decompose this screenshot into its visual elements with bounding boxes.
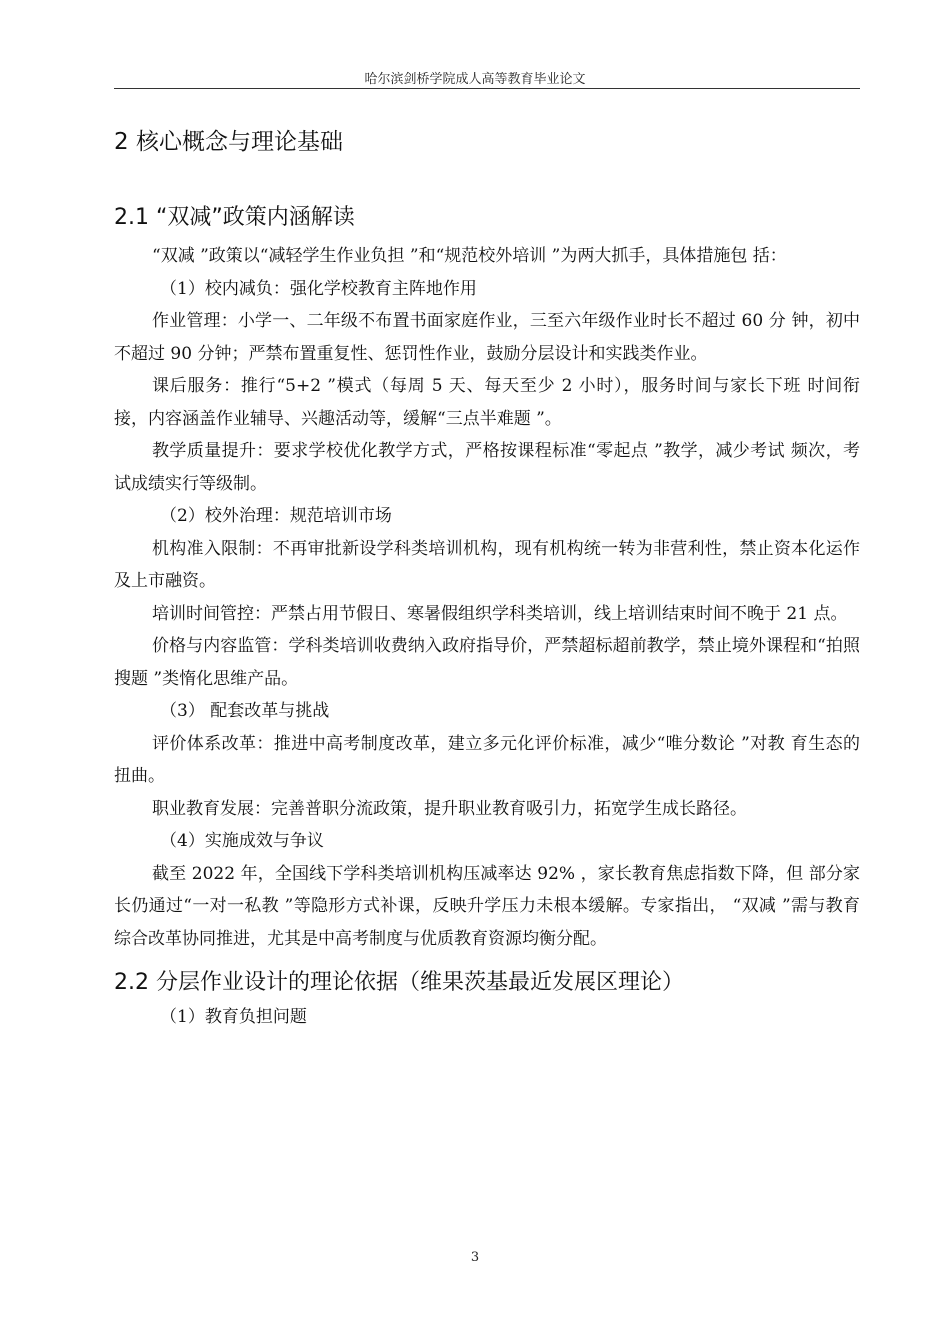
paragraph-homework: 作业管理：小学一、二年级不布置书面家庭作业，三至六年级作业时长不超过 60 分 钟，初中不超过 90 分钟；严禁布置重复性、惩罚性作业，鼓励分层设计和实践类作业。 — [114, 311, 860, 364]
subsection-title-2-2-1: （1）教育负担问题 — [160, 1007, 307, 1027]
running-header: 哈尔滨剑桥学院成人高等教育毕业论文 — [364, 72, 586, 87]
page-number: 3 — [470, 1250, 480, 1265]
section-heading-2-1: 2.1 “双减”政策内涵解读 — [114, 205, 355, 230]
paragraph-quality: 教学质量提升：要求学校优化教学方式，严格按课程标准“零起点 ”教学，减少考试 频次，考试成绩实行等级制。 — [114, 441, 860, 494]
paragraph-admission: 机构准入限制：不再审批新设学科类培训机构，现有机构统一转为非营利性，禁止资本化运作及上市融资。 — [114, 538, 860, 591]
subsection-title-3: （3） 配套改革与挑战 — [160, 701, 330, 721]
chapter-heading: 2 核心概念与理论基础 — [114, 129, 343, 155]
subsection-title-4: （4）实施成效与争议 — [160, 831, 324, 851]
paragraph-intro: “双减 ”政策以“减轻学生作业负担 ”和“规范校外培训 ”为两大抓手，具体措施包 括： — [152, 246, 787, 266]
paragraph-price: 价格与内容监管：学科类培训收费纳入政府指导价，严禁超标超前教学，禁止境外课程和“拍照搜题 ”类惰化思维产品。 — [114, 636, 860, 689]
paragraph-results: 截至 2022 年，全国线下学科类培训机构压减率达 92% ，家长教育焦虑指数下降，但 部分家长仍通过“一对一私教 ”等隐形方式补课，反映升学压力未根本缓解。专家指出， “双减 ”需与教育综合改革协同推进，尤其是中高考制度与优质教育资源均衡分配。 — [114, 863, 860, 949]
subsection-title-1: （1）校内减负：强化学校教育主阵地作用 — [160, 278, 477, 299]
subsection-title-2: （2）校外治理：规范培训市场 — [160, 506, 392, 526]
page-body — [114, 118, 860, 1034]
header-divider — [114, 88, 860, 89]
paragraph-vocational: 职业教育发展：完善普职分流政策，提升职业教育吸引力，拓宽学生成长路径。 — [152, 798, 747, 819]
paragraph-time: 培训时间管控：严禁占用节假日、寒暑假组织学科类培训，线上培训结束时间不晚于 21 点。 — [152, 603, 848, 624]
section-heading-2-2: 2.2 分层作业设计的理论依据（维果茨基最近发展区理论） — [114, 970, 684, 995]
paragraph-evaluation: 评价体系改革：推进中高考制度改革，建立多元化评价标准，减少“唯分数论 ”对教 育生态的扭曲。 — [114, 733, 860, 786]
paragraph-after-school: 课后服务：推行“5+2 ”模式（每周 5 天、每天至少 2 小时），服务时间与家长下班 时间衔接，内容涵盖作业辅导、兴趣活动等，缓解“三点半难题 ”。 — [114, 376, 860, 429]
